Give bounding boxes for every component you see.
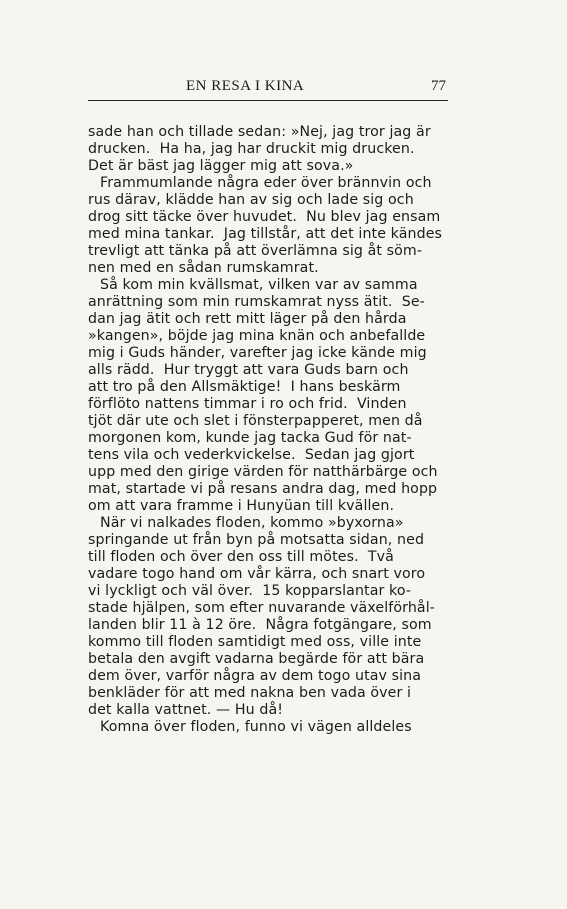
text-line: drucken. Ha ha, jag har druckit mig drucken. <box>88 141 415 157</box>
text-line: mat, startade vi på resans andra dag, med hopp <box>88 481 438 497</box>
text-line: stade hjälpen, som efter nuvarande växelförhål- <box>88 600 435 616</box>
text-line: dan jag ätit och rett mitt läger på den hårda <box>88 311 407 327</box>
text-line: Det är bäst jag lägger mig att sova.» <box>88 158 354 174</box>
text-line: springande ut från byn på motsatta sidan, ned <box>88 532 425 548</box>
text-line: benkläder för att med nakna ben vada över i <box>88 685 412 701</box>
page-number: 77 <box>431 78 446 94</box>
text-line: det kalla vattnet. — Hu då! <box>88 702 284 718</box>
text-line: tens vila och vederkvickelse. Sedan jag gjort <box>88 447 415 463</box>
running-title: EN RESA I KINA <box>186 78 305 94</box>
text-line: »kangen», böjde jag mina knän och anbefallde <box>88 328 426 344</box>
text-line: dem över, varför några av dem togo utav sina <box>88 668 422 684</box>
body-text <box>88 124 453 736</box>
text-line: alls rädd. Hur tryggt att vara Guds barn och <box>88 362 409 378</box>
text-line: Frammumlande några eder över brännvin och <box>100 175 432 191</box>
text-line: Så kom min kvällsmat, vilken var av samma <box>100 277 418 293</box>
text-line: När vi nalkades floden, kommo »byxorna» <box>100 515 404 531</box>
text-line: drog sitt täcke över huvudet. Nu blev jag ensam <box>88 209 441 225</box>
text-line: med mina tankar. Jag tillstår, att det inte kändes <box>88 226 443 242</box>
running-header <box>88 76 448 98</box>
text-line: att tro på den Allsmäktige! I hans beskärm <box>88 379 401 395</box>
text-line: morgonen kom, kunde jag tacka Gud för nat- <box>88 430 412 446</box>
text-line: mig i Guds händer, varefter jag icke kände mig <box>88 345 427 361</box>
text-line: vi lyckligt och väl över. 15 kopparslantar ko- <box>88 583 412 599</box>
text-line: till floden och över den oss till mötes. Två <box>88 549 394 565</box>
text-line: tjöt där ute och slet i fönsterpapperet, men då <box>88 413 423 429</box>
text-line: vadare togo hand om vår kärra, och snart voro <box>88 566 426 582</box>
text-line: upp med den girige värden för natthärbärge och <box>88 464 438 480</box>
text-line: landen blir 11 à 12 öre. Några fotgängare, som <box>88 617 432 633</box>
text-line: rus därav, klädde han av sig och lade sig och <box>88 192 414 208</box>
text-line: trevligt att tänka på att överlämna sig åt söm- <box>88 243 423 259</box>
text-line: Komna över floden, funno vi vägen alldeles <box>100 719 412 735</box>
text-line: kommo till floden samtidigt med oss, ville inte <box>88 634 422 650</box>
text-line: om att vara framme i Hunyüan till kvällen. <box>88 498 395 514</box>
text-line: sade han och tillade sedan: »Nej, jag tror jag är <box>88 124 431 140</box>
text-line: anrättning som min rumskamrat nyss ätit. Se- <box>88 294 425 310</box>
text-line: förflöto nattens timmar i ro och frid. Vinden <box>88 396 407 412</box>
header-rule <box>88 100 448 101</box>
text-line: nen med en sådan rumskamrat. <box>88 260 319 276</box>
text-line: betala den avgift vadarna begärde för att bära <box>88 651 425 667</box>
